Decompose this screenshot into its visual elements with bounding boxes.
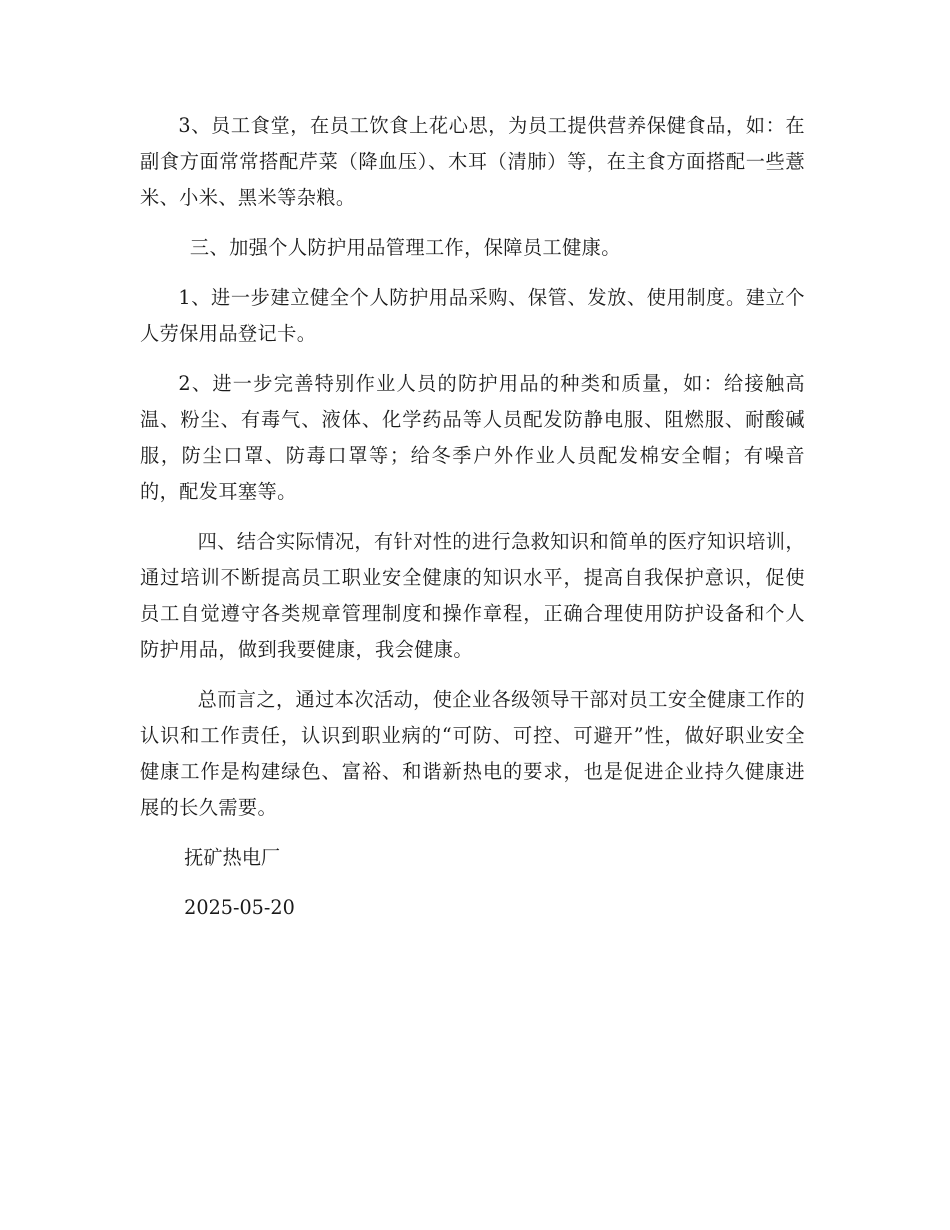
paragraph-canteen: 3、员工食堂，在员工饮食上花心思，为员工提供营养保健食品，如：在副食方面常常搭配芹菜（降血压）、木耳（清肺）等，在主食方面搭配一些薏米、小米、黑米等杂粮。 [140, 114, 805, 209]
paragraph-procurement-system: 1、进一步建立健全个人防护用品采购、保管、发放、使用制度。建立个人劳保用品登记卡。 [140, 286, 805, 345]
signature-organization: 抚矿热电厂 [184, 846, 281, 869]
paragraph-conclusion: 总而言之，通过本次活动，使企业各级领导干部对员工安全健康工作的认识和工作责任，认识到职业病的“可防、可控、可避开”性，做好职业安全健康工作是构建绿色、富裕、和谐新热电的要求，也是促进企业持久健康进展的长久需要。 [140, 688, 805, 819]
section-heading-protective-equipment: 三、加强个人防护用品管理工作，保障员工健康。 [189, 236, 621, 259]
document-body [140, 108, 805, 926]
paragraph-special-workers: 2、进一步完善特别作业人员的防护用品的种类和质量，如：给接触高温、粉尘、有毒气、液体、化学药品等人员配发防静电服、阻燃服、耐酸碱服，防尘口罩、防毒口罩等；给冬季户外作业人员配发棉安全帽；有噪音的，配发耳塞等。 [140, 372, 805, 503]
paragraph-training: 四、结合实际情况，有针对性的进行急救知识和简单的医疗知识培训，通过培训不断提高员工职业安全健康的知识水平，提高自我保护意识，促使员工自觉遵守各类规章管理制度和操作章程，正确合理使用防护设备和个人防护用品，做到我要健康，我会健康。 [140, 530, 805, 661]
document-date: 2025-05-20 [184, 896, 295, 919]
